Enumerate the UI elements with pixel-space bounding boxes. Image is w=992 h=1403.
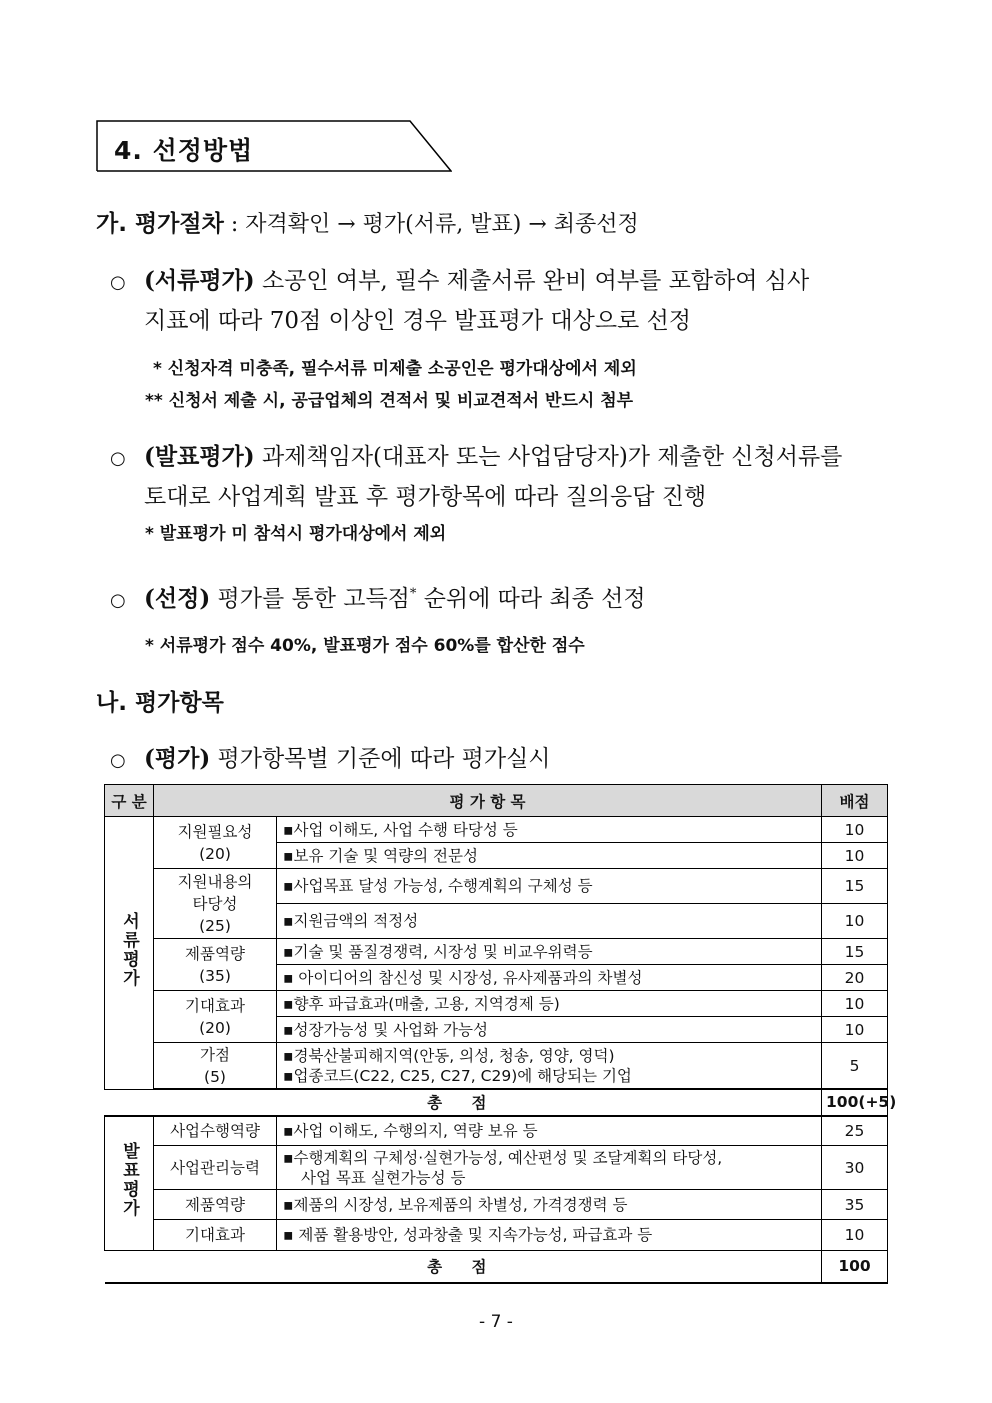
score-cell: 10	[822, 904, 888, 939]
group-name-2: 타당성	[192, 894, 238, 913]
table-row	[105, 1146, 888, 1190]
table-row	[105, 1043, 888, 1089]
page-number: - 7 -	[479, 1312, 513, 1332]
item-line-1: ▪수행계획의 구체성·실현가능성, 예산편성 및 조달계획의 타당성,	[283, 1148, 723, 1167]
item-cell: ▪향후 파급효과(매출, 고용, 지역경제 등)	[277, 991, 822, 1017]
item-cell	[277, 1146, 822, 1190]
item-cell: ▪제품의 시장성, 보유제품의 차별성, 가격경쟁력 등	[277, 1190, 822, 1220]
item-line-2: ▪업종코드(C22, C25, C27, C29)에 해당되는 기업	[283, 1066, 632, 1085]
header-category: 구 분	[105, 785, 154, 817]
pres-name-cell: 사업수행역량	[154, 1116, 277, 1146]
pres-name-cell: 사업관리능력	[154, 1146, 277, 1190]
doc-total-label: 총 점	[105, 1090, 822, 1116]
eval-label: (평가)	[144, 745, 211, 772]
group-name-cell	[154, 991, 277, 1043]
score-cell: 10	[822, 1220, 888, 1251]
header-score: 배점	[822, 785, 888, 817]
doc-total-score: 100(+5)	[822, 1090, 888, 1116]
selection-text-b: 순위에 따라 최종 선정	[416, 586, 646, 612]
section-title: 4. 선정방법	[114, 136, 254, 165]
group-name-cell	[154, 939, 277, 991]
group-points: (20)	[199, 844, 231, 863]
group-points: (20)	[199, 1018, 231, 1037]
pres-eval-note-1: * 발표평가 미 참석시 평가대상에서 제외	[145, 524, 447, 544]
table-row	[105, 869, 888, 904]
doc-eval-text-1: 소공인 여부, 필수 제출서류 완비 여부를 포함하여 심사	[254, 268, 810, 294]
group-name: 제품역량	[185, 944, 245, 963]
score-cell: 5	[822, 1043, 888, 1089]
score-cell: 20	[822, 965, 888, 991]
group-points: (5)	[204, 1067, 226, 1086]
score-cell: 15	[822, 939, 888, 965]
group-points: (25)	[199, 916, 231, 935]
doc-eval-text-2: 지표에 따라 70점 이상인 경우 발표평가 대상으로 선정	[144, 308, 692, 334]
table-row	[105, 1190, 888, 1220]
item-cell: ▪ 아이디어의 참신성 및 시장성, 유사제품과의 차별성	[277, 965, 822, 991]
pres-eval-line-1	[110, 438, 842, 471]
doc-category-cell	[105, 817, 154, 1090]
score-cell: 10	[822, 1017, 888, 1043]
group-name: 기대효과	[185, 996, 245, 1015]
group-name: 지원필요성	[177, 822, 253, 841]
item-line-2: 사업 목표 실현가능성 등	[301, 1168, 466, 1187]
bullet-circle-icon: ○	[110, 448, 126, 469]
subsection-ga	[96, 205, 639, 238]
table-row	[105, 1220, 888, 1251]
group-name-cell	[154, 869, 277, 939]
pres-total-row	[105, 1251, 888, 1283]
doc-eval-note-2: ** 신청서 제출 시, 공급업체의 견적서 및 비교견적서 반드시 첨부	[145, 391, 634, 411]
pres-total-score: 100	[822, 1251, 888, 1283]
item-cell: ▪ 제품 활용방안, 성과창출 및 지속가능성, 파급효과 등	[277, 1220, 822, 1251]
group-name-cell	[154, 1043, 277, 1089]
score-cell: 30	[822, 1146, 888, 1190]
selection-note-1: * 서류평가 점수 40%, 발표평가 점수 60%를 합산한 점수	[145, 636, 585, 656]
subsection-ga-heading: 가. 평가절차	[96, 211, 224, 237]
score-cell: 10	[822, 843, 888, 869]
item-cell: ▪성장가능성 및 사업화 가능성	[277, 1017, 822, 1043]
pres-name-cell: 기대효과	[154, 1220, 277, 1251]
group-points: (35)	[199, 966, 231, 985]
selection-label: (선정)	[144, 585, 211, 612]
pres-category-cell	[105, 1116, 154, 1251]
evaluation-table	[104, 784, 897, 1284]
header-items: 평 가 항 목	[154, 785, 822, 817]
table-row	[105, 991, 888, 1017]
bullet-circle-icon: ○	[110, 590, 126, 611]
group-name-cell	[154, 817, 277, 869]
item-cell: ▪사업목표 달성 가능성, 수행계획의 구체성 등	[277, 869, 822, 904]
section-header	[96, 120, 452, 172]
bullet-circle-icon: ○	[110, 750, 126, 771]
pres-total-label: 총 점	[105, 1251, 822, 1283]
item-cell: ▪보유 기술 및 역량의 전문성	[277, 843, 822, 869]
selection-text-a: 평가를 통한 고득점	[210, 586, 410, 612]
bullet-circle-icon: ○	[110, 272, 126, 293]
doc-eval-label: (서류평가)	[144, 267, 255, 294]
selection-footnote-mark: *	[409, 586, 417, 602]
eval-line	[110, 740, 551, 773]
pres-eval-label: (발표평가)	[144, 443, 255, 470]
doc-category-label: 서류평가	[119, 912, 139, 988]
score-cell: 10	[822, 817, 888, 843]
score-cell: 15	[822, 869, 888, 904]
selection-line-1	[110, 580, 646, 613]
pres-category-label: 발표평가	[119, 1142, 139, 1219]
item-cell: ▪기술 및 품질경쟁력, 시장성 및 비교우위력등	[277, 939, 822, 965]
table-row	[105, 939, 888, 965]
item-cell	[277, 1043, 822, 1089]
item-cell: ▪지원금액의 적정성	[277, 904, 822, 939]
item-line-1: ▪경북산불피해지역(안동, 의성, 청송, 영양, 영덕)	[283, 1046, 615, 1065]
doc-eval-note-1: * 신청자격 미충족, 필수서류 미제출 소공인은 평가대상에서 제외	[153, 359, 637, 379]
item-cell: ▪사업 이해도, 수행의지, 역량 보유 등	[277, 1116, 822, 1146]
score-cell: 10	[822, 991, 888, 1017]
doc-eval-line-1	[110, 262, 809, 295]
group-name: 지원내용의	[177, 872, 253, 891]
doc-total-row	[105, 1090, 888, 1116]
subsection-na-heading: 나. 평가항목	[96, 690, 224, 716]
eval-text: 평가항목별 기준에 따라 평가실시	[210, 746, 551, 772]
item-cell: ▪사업 이해도, 사업 수행 타당성 등	[277, 817, 822, 843]
table-header-row	[105, 785, 888, 817]
table-row	[105, 817, 888, 843]
table-row	[105, 1116, 888, 1146]
pres-name-cell: 제품역량	[154, 1190, 277, 1220]
pres-eval-text-1: 과제책임자(대표자 또는 사업담당자)가 제출한 신청서류를	[254, 444, 843, 470]
score-cell: 35	[822, 1190, 888, 1220]
subsection-ga-flow: : 자격확인 → 평가(서류, 발표) → 최종선정	[223, 212, 639, 237]
group-name: 가점	[200, 1045, 230, 1064]
pres-eval-text-2: 토대로 사업계획 발표 후 평가항목에 따라 질의응답 진행	[144, 484, 707, 510]
score-cell: 25	[822, 1116, 888, 1146]
